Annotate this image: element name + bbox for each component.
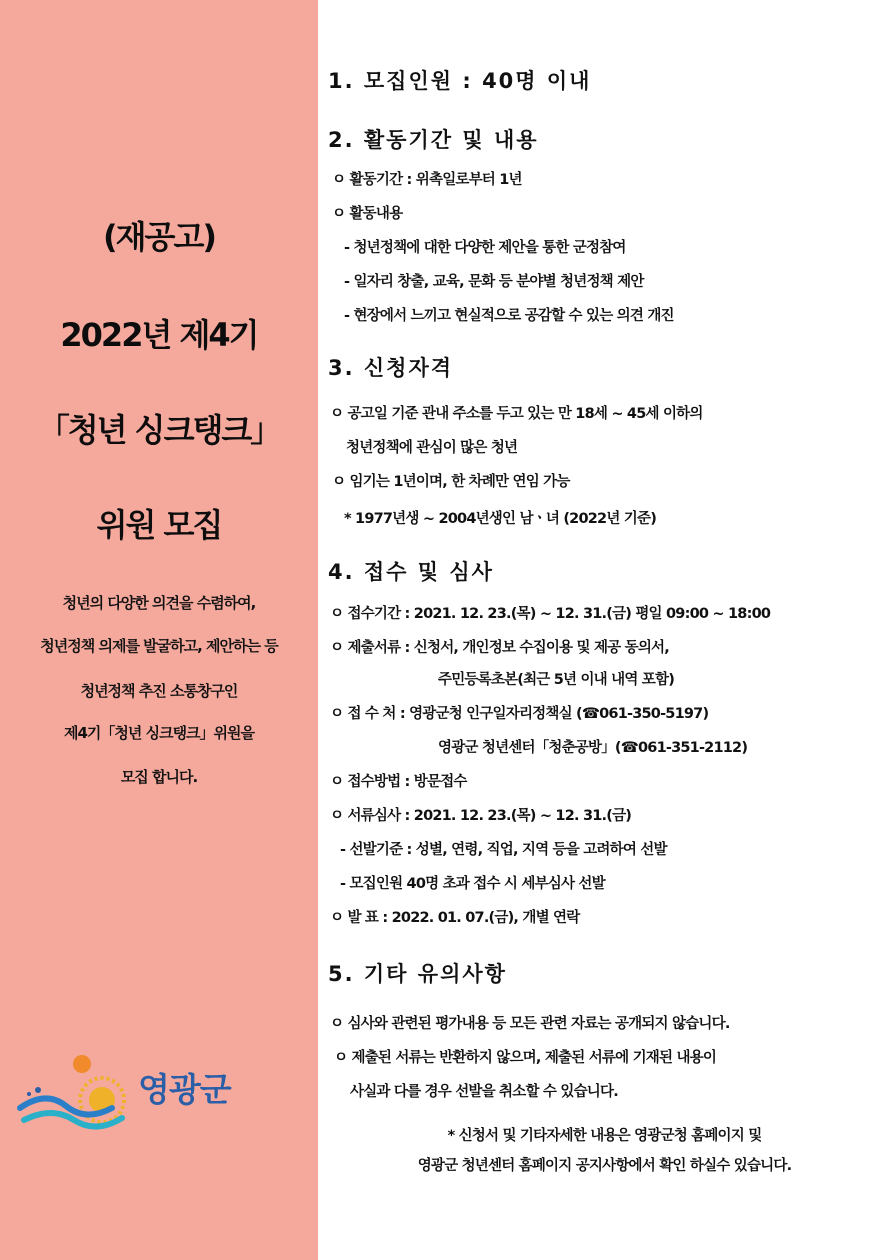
section-3-heading: 3. 신청자격	[328, 356, 454, 380]
description-line: 청년정책 추진 소통창구인	[80, 682, 238, 700]
list-item: ㅇ 공고일 기준 관내 주소를 두고 있는 만 18세 ~ 45세 이하의	[330, 406, 703, 422]
list-item: 영광군 청년센터「청춘공방」(☎061-351-2112)	[438, 740, 748, 756]
list-item: ㅇ 제출된 서류는 반환하지 않으며, 제출된 서류에 기재된 내용이	[334, 1050, 717, 1066]
contact-note: * 신청서 및 기타자세한 내용은 영광군청 홈페이지 및	[447, 1128, 762, 1144]
description-line: 청년의 다양한 의견을 수렴하여,	[62, 594, 256, 612]
list-item: - 선발기준 : 성별, 연령, 직업, 지역 등을 고려하여 선발	[340, 842, 667, 858]
list-item: 사실과 다를 경우 선발을 취소할 수 있습니다.	[350, 1084, 618, 1100]
section-5-heading: 5. 기타 유의사항	[328, 962, 507, 986]
list-item: 청년정책에 관심이 많은 청년	[346, 440, 518, 456]
list-item: ㅇ 심사와 관련된 평가내용 등 모든 관련 자료는 공개되지 않습니다.	[330, 1016, 730, 1032]
yeonggwang-logo	[16, 1050, 286, 1140]
section-2-heading: 2. 활동기간 및 내용	[328, 128, 539, 152]
list-item: * 1977년생 ~ 2004년생인 남ㆍ녀 (2022년 기준)	[344, 511, 657, 527]
list-item: ㅇ 발 표 : 2022. 01. 07.(금), 개별 연락	[330, 910, 580, 926]
description-line: 청년정책 의제를 발굴하고, 제안하는 등	[40, 637, 278, 655]
list-item: - 모집인원 40명 초과 접수 시 세부심사 선발	[340, 876, 605, 892]
logo-text: 영광군	[138, 1070, 231, 1109]
title-reannouncement: (재공고)	[103, 218, 215, 256]
section-1-heading: 1. 모집인원 : 40명 이내	[328, 69, 592, 93]
description-line: 모집 합니다.	[120, 768, 198, 786]
list-item: ㅇ 서류심사 : 2021. 12. 23.(목) ~ 12. 31.(금)	[330, 808, 632, 824]
list-item: 주민등록초본(최근 5년 이내 내역 포함)	[438, 672, 675, 688]
list-item: ㅇ 임기는 1년이며, 한 차례만 연임 가능	[332, 474, 570, 490]
list-item: ㅇ 활동내용	[332, 206, 403, 222]
list-item: ㅇ 접 수 처 : 영광군청 인구일자리정책실 (☎061-350-5197)	[330, 706, 709, 722]
section-4-heading: 4. 접수 및 심사	[328, 560, 494, 584]
content-panel	[318, 0, 891, 1260]
list-item: ㅇ 활동기간 : 위촉일로부터 1년	[332, 172, 522, 188]
list-item: ㅇ 제출서류 : 신청서, 개인정보 수집이용 및 제공 동의서,	[330, 640, 669, 656]
title-recruit: 위원 모집	[96, 506, 222, 544]
list-item: - 청년정책에 대한 다양한 제안을 통한 군정참여	[344, 240, 626, 256]
title-think-tank: 「청년 싱크탱크」	[37, 411, 281, 449]
list-item: ㅇ 접수방법 : 방문접수	[330, 774, 467, 790]
title-year-term: 2022년 제4기	[60, 316, 258, 354]
list-item: ㅇ 접수기간 : 2021. 12. 23.(목) ~ 12. 31.(금) 평일 09:00 ~ 18:00	[330, 606, 771, 622]
list-item: - 일자리 창출, 교육, 문화 등 분야별 청년정책 제안	[344, 274, 644, 290]
yeonggwang-emblem-icon	[16, 1050, 136, 1140]
description-line: 제4기「청년 싱크탱크」위원을	[63, 724, 255, 742]
left-panel	[0, 0, 318, 1260]
list-item: - 현장에서 느끼고 현실적으로 공감할 수 있는 의견 개진	[344, 308, 674, 324]
contact-note: 영광군 청년센터 홈페이지 공지사항에서 확인 하실수 있습니다.	[417, 1158, 792, 1174]
